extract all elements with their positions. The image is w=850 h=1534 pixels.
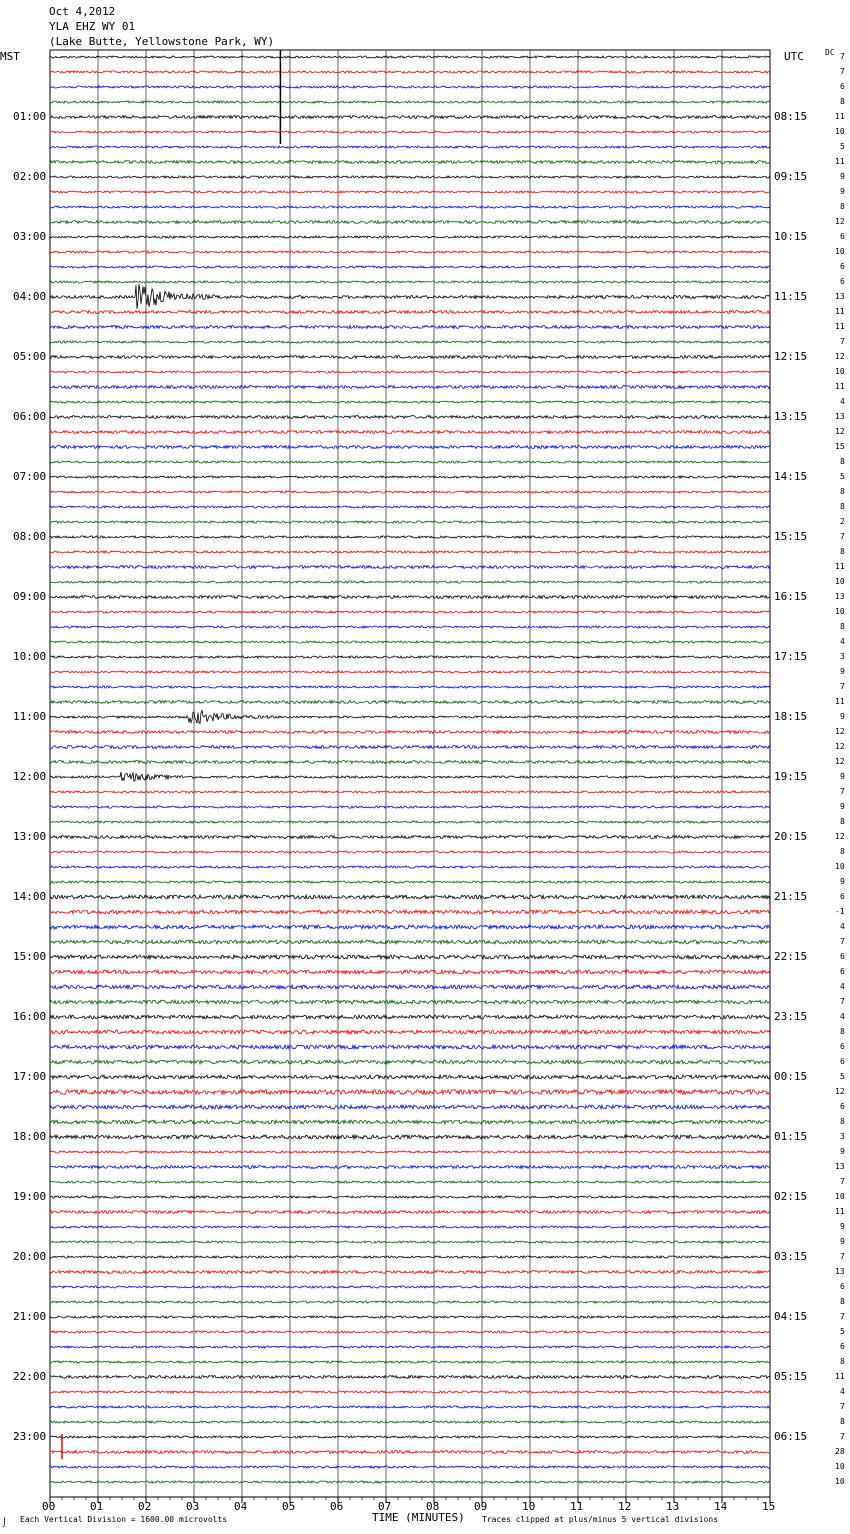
seismic-trace	[50, 1286, 770, 1288]
mst-hour-label: 08:00	[13, 530, 47, 543]
seismic-trace	[50, 416, 770, 419]
dc-offset-label: 4	[840, 922, 845, 931]
dc-offset-label: 7	[840, 52, 845, 61]
seismic-trace	[50, 955, 770, 959]
dc-offset-label: 10	[835, 127, 845, 136]
dc-offset-label: 11	[835, 697, 845, 706]
dc-offset-label: 8	[840, 817, 845, 826]
dc-offset-label: 10	[835, 367, 845, 376]
utc-hour-label: 11:15	[774, 290, 808, 303]
seismic-trace	[50, 176, 770, 178]
dc-offset-label: 13	[835, 1162, 845, 1171]
seismic-trace	[50, 491, 770, 493]
dc-offset-label: 7	[840, 67, 845, 76]
seismic-trace	[50, 925, 770, 929]
dc-offset-label: 7	[840, 937, 845, 946]
utc-hour-label: 18:15	[774, 710, 808, 723]
seismic-trace	[50, 146, 770, 148]
x-tick-label: 03	[186, 1500, 200, 1513]
dc-offset-label: 8	[840, 1027, 845, 1036]
seismic-trace	[50, 326, 770, 329]
dc-offset-label: 7	[840, 532, 845, 541]
dc-offset-label: 8	[840, 1297, 845, 1306]
seismic-trace	[50, 461, 770, 463]
seismic-trace	[50, 311, 770, 314]
seismic-trace	[50, 1075, 770, 1079]
dc-offset-label: 7	[840, 682, 845, 691]
dc-offset-label: 12	[835, 742, 845, 751]
seismic-trace	[50, 371, 770, 373]
dc-offset-label: 10	[835, 247, 845, 256]
utc-hour-label: 01:15	[774, 1130, 808, 1143]
seismic-trace	[50, 1331, 770, 1333]
dc-offset-label: 15	[835, 442, 845, 451]
seismic-trace	[50, 1181, 770, 1183]
mst-hour-label: 02:00	[13, 170, 47, 183]
seismic-trace	[50, 821, 770, 823]
seismic-trace	[50, 1451, 770, 1454]
utc-hour-label: 03:15	[774, 1250, 808, 1263]
seismic-trace	[50, 1421, 770, 1423]
dc-offset-label: 4	[840, 637, 845, 646]
dc-offset-label: 7	[840, 1432, 845, 1441]
dc-offset-label: 6	[840, 1102, 845, 1111]
seismic-trace	[50, 1376, 770, 1379]
seismic-trace	[50, 206, 770, 208]
dc-offset-label: 3	[840, 652, 845, 661]
utc-hour-label: 13:15	[774, 410, 808, 423]
dc-offset-label: 12	[835, 727, 845, 736]
x-tick-label: 05	[282, 1500, 296, 1513]
x-tick-label: 06	[330, 1500, 344, 1513]
seismic-trace	[50, 1030, 770, 1034]
dc-offset-label: 10	[835, 862, 845, 871]
mst-hour-label: 22:00	[13, 1370, 47, 1383]
dc-offset-label: 8	[840, 1117, 845, 1126]
seismic-trace	[50, 551, 770, 553]
mst-hour-label: 13:00	[13, 830, 47, 843]
x-tick-label: 09	[474, 1500, 488, 1513]
dc-offset-label: 11	[835, 307, 845, 316]
seismic-trace	[50, 1436, 770, 1438]
seismic-trace	[50, 281, 770, 283]
seismic-trace	[50, 970, 770, 974]
mst-hour-label: 07:00	[13, 470, 47, 483]
x-tick-label: 10	[522, 1500, 536, 1513]
dc-offset-label: 8	[840, 457, 845, 466]
x-tick-label: 14	[714, 1500, 728, 1513]
dc-offset-label: 13	[835, 412, 845, 421]
dc-offset-label: 10	[835, 607, 845, 616]
seismic-trace	[50, 431, 770, 434]
dc-offset-label: 9	[840, 802, 845, 811]
seismic-trace	[50, 56, 770, 58]
dc-offset-label: 11	[835, 112, 845, 121]
x-tick-label: 13	[666, 1500, 680, 1513]
seismic-trace	[50, 521, 770, 523]
utc-hour-label: 16:15	[774, 590, 808, 603]
dc-offset-label: 10	[835, 1462, 845, 1471]
seismic-trace	[50, 791, 770, 793]
dc-offset-label: 5	[840, 1327, 845, 1336]
seismic-trace	[50, 731, 770, 734]
seismic-trace	[50, 836, 770, 839]
dc-offset-header: DC	[825, 48, 835, 57]
dc-offset-label: 9	[840, 172, 845, 181]
mst-hour-label: 11:00	[13, 710, 47, 723]
dc-offset-label: 3	[840, 1132, 845, 1141]
mst-hour-label: 20:00	[13, 1250, 47, 1263]
dc-offset-label: 6	[840, 277, 845, 286]
dc-offset-label: 7	[840, 1252, 845, 1261]
seismic-trace	[50, 86, 770, 88]
seismic-trace	[50, 686, 770, 688]
seismic-trace	[50, 131, 770, 133]
utc-hour-label: 21:15	[774, 890, 808, 903]
mst-hour-label: 05:00	[13, 350, 47, 363]
seismic-trace	[50, 356, 770, 359]
seismic-trace	[50, 536, 770, 538]
seismic-trace	[50, 626, 770, 628]
seismic-trace	[50, 1000, 770, 1004]
seismic-trace	[50, 116, 770, 119]
x-tick-label: 08	[426, 1500, 440, 1513]
utc-hour-label: 19:15	[774, 770, 808, 783]
dc-offset-label: 8	[840, 1357, 845, 1366]
seismic-trace	[50, 671, 770, 673]
utc-hour-label: 05:15	[774, 1370, 808, 1383]
dc-offset-label: 8	[840, 202, 845, 211]
seismic-trace	[50, 251, 770, 253]
dc-offset-label: 9	[840, 712, 845, 721]
mst-hour-label: 12:00	[13, 770, 47, 783]
dc-offset-label: 9	[840, 187, 845, 196]
dc-offset-label: 12	[835, 757, 845, 766]
dc-offset-label: 8	[840, 97, 845, 106]
corner-mark: ⌡	[2, 1518, 7, 1527]
seismic-trace	[50, 581, 770, 583]
dc-offset-label: 13	[835, 1267, 845, 1276]
seismic-trace	[50, 1316, 770, 1318]
utc-hour-label: 17:15	[774, 650, 808, 663]
seismic-trace	[50, 1120, 770, 1124]
seismic-trace	[50, 1060, 770, 1064]
seismic-trace	[50, 236, 770, 238]
seismic-trace	[50, 386, 770, 389]
dc-offset-label: 5	[840, 142, 845, 151]
dc-offset-label: 9	[840, 877, 845, 886]
seismic-trace	[50, 641, 770, 643]
dc-offset-label: 8	[840, 1417, 845, 1426]
dc-offset-label: 11	[835, 322, 845, 331]
seismic-trace	[50, 1346, 770, 1348]
dc-offset-label: 4	[840, 1012, 845, 1021]
seismic-trace	[50, 266, 770, 268]
utc-hour-label: 09:15	[774, 170, 808, 183]
dc-offset-label: 8	[840, 622, 845, 631]
seismic-trace	[50, 1361, 770, 1363]
mst-hour-label: 09:00	[13, 590, 47, 603]
x-tick-label: 01	[90, 1500, 104, 1513]
x-tick-label: 12	[618, 1500, 632, 1513]
dc-offset-label: 4	[840, 982, 845, 991]
seismic-trace	[50, 71, 770, 73]
dc-offset-label: 8	[840, 502, 845, 511]
mst-hour-label: 23:00	[13, 1430, 47, 1443]
seismic-trace	[50, 1466, 770, 1468]
left-timezone-label: MST	[0, 50, 20, 63]
seismic-trace	[50, 1090, 770, 1095]
dc-offset-label: 4	[840, 397, 845, 406]
seismic-trace	[50, 446, 770, 449]
dc-offset-label: 6	[840, 952, 845, 961]
dc-offset-label: 6	[840, 82, 845, 91]
dc-offset-label: 6	[840, 892, 845, 901]
scale-note: Each Vertical Division = 1600.00 microvolts	[20, 1515, 228, 1524]
x-tick-label: 02	[138, 1500, 152, 1513]
dc-offset-label: 9	[840, 1237, 845, 1246]
x-tick-label: 15	[762, 1500, 776, 1513]
seismic-trace	[50, 881, 770, 883]
dc-offset-label: 11	[835, 562, 845, 571]
dc-offset-label: 10	[835, 577, 845, 586]
seismic-trace	[50, 746, 770, 749]
mst-hour-label: 15:00	[13, 950, 47, 963]
mst-hour-label: 17:00	[13, 1070, 47, 1083]
seismic-trace	[50, 1105, 770, 1109]
dc-offset-label: 6	[840, 1282, 845, 1291]
record-date: Oct 4,2012	[49, 5, 116, 18]
dc-offset-label: 6	[840, 1057, 845, 1066]
seismic-trace	[50, 401, 770, 403]
seismic-trace	[50, 341, 770, 343]
right-timezone-label: UTC	[784, 50, 804, 63]
seismic-trace	[50, 1391, 770, 1393]
seismic-trace	[50, 1135, 770, 1139]
mst-hour-label: 01:00	[13, 110, 47, 123]
seismic-trace	[50, 101, 770, 103]
x-tick-label: 04	[234, 1500, 248, 1513]
dc-offset-label: 9	[840, 1222, 845, 1231]
dc-offset-label: 9	[840, 1147, 845, 1156]
seismic-trace	[50, 1015, 770, 1019]
seismic-trace	[50, 806, 770, 808]
seismic-trace	[50, 656, 770, 658]
seismic-trace	[50, 1166, 770, 1169]
dc-offset-label: 8	[840, 847, 845, 856]
utc-hour-label: 14:15	[774, 470, 808, 483]
station-code: YLA EHZ WY 01	[49, 20, 136, 33]
seismic-trace	[50, 1045, 770, 1049]
x-tick-label: 11	[570, 1500, 584, 1513]
seismic-trace	[50, 476, 770, 478]
seismic-trace	[50, 711, 770, 724]
seismic-trace	[50, 866, 770, 868]
seismic-trace	[50, 1481, 770, 1483]
seismic-trace	[50, 910, 770, 914]
seismic-trace	[50, 895, 770, 899]
seismic-trace	[50, 940, 770, 944]
dc-offset-label: 2	[840, 517, 845, 526]
utc-hour-label: 10:15	[774, 230, 808, 243]
dc-offset-label: 6	[840, 967, 845, 976]
dc-offset-label: 7	[840, 787, 845, 796]
mst-hour-label: 19:00	[13, 1190, 47, 1203]
dc-offset-label: 9	[840, 772, 845, 781]
x-tick-label: 00	[42, 1500, 56, 1513]
station-location: (Lake Butte, Yellowstone Park, WY)	[49, 35, 275, 48]
seismic-trace	[50, 985, 770, 989]
seismic-trace	[50, 161, 770, 164]
seismic-trace	[50, 1151, 770, 1153]
seismic-trace	[50, 1211, 770, 1214]
dc-offset-label: 28	[835, 1447, 845, 1456]
dc-offset-label: 8	[840, 487, 845, 496]
dc-offset-label: 13	[835, 292, 845, 301]
utc-hour-label: 06:15	[774, 1430, 808, 1443]
seismic-trace	[50, 701, 770, 704]
dc-offset-label: 6	[840, 1342, 845, 1351]
x-tick-label: 07	[378, 1500, 392, 1513]
seismic-trace	[50, 1196, 770, 1198]
seismic-trace	[50, 284, 770, 309]
utc-hour-label: 20:15	[774, 830, 808, 843]
mst-hour-label: 16:00	[13, 1010, 47, 1023]
seismic-trace	[50, 761, 770, 764]
seismic-trace	[50, 611, 770, 613]
seismic-trace	[50, 1256, 770, 1258]
seismic-trace	[50, 1271, 770, 1274]
dc-offset-label: 5	[840, 1072, 845, 1081]
seismic-trace	[50, 596, 770, 599]
dc-offset-label: 4	[840, 1387, 845, 1396]
mst-hour-label: 03:00	[13, 230, 47, 243]
dc-offset-label: 11	[835, 382, 845, 391]
seismic-trace	[50, 506, 770, 508]
dc-offset-label: -1	[835, 907, 845, 916]
dc-offset-label: 12	[835, 352, 845, 361]
dc-offset-label: 12	[835, 427, 845, 436]
dc-offset-label: 7	[840, 337, 845, 346]
dc-offset-label: 7	[840, 997, 845, 1006]
dc-offset-label: 10	[835, 1477, 845, 1486]
dc-offset-label: 12	[835, 1087, 845, 1096]
utc-hour-label: 00:15	[774, 1070, 808, 1083]
seismic-trace	[50, 1226, 770, 1228]
mst-hour-label: 06:00	[13, 410, 47, 423]
utc-hour-label: 02:15	[774, 1190, 808, 1203]
dc-offset-label: 13	[835, 592, 845, 601]
utc-hour-label: 12:15	[774, 350, 808, 363]
dc-offset-label: 7	[840, 1402, 845, 1411]
utc-hour-label: 15:15	[774, 530, 808, 543]
seismic-trace	[50, 191, 770, 193]
mst-hour-label: 14:00	[13, 890, 47, 903]
dc-offset-label: 8	[840, 547, 845, 556]
dc-offset-label: 5	[840, 472, 845, 481]
seismic-trace	[50, 1241, 770, 1243]
seismic-trace	[50, 566, 770, 569]
dc-offset-label: 11	[835, 157, 845, 166]
dc-offset-label: 6	[840, 1042, 845, 1051]
seismic-trace	[50, 1406, 770, 1408]
dc-offset-label: 10	[835, 1192, 845, 1201]
dc-offset-label: 12	[835, 832, 845, 841]
seismic-trace	[50, 221, 770, 224]
utc-hour-label: 23:15	[774, 1010, 808, 1023]
clipping-note: Traces clipped at plus/minus 5 vertical divisions	[482, 1515, 719, 1524]
dc-offset-label: 7	[840, 1177, 845, 1186]
seismic-trace	[50, 851, 770, 853]
utc-hour-label: 04:15	[774, 1310, 808, 1323]
seismic-trace	[50, 772, 770, 781]
x-axis-title: TIME (MINUTES)	[372, 1511, 465, 1524]
dc-offset-label: 6	[840, 232, 845, 241]
mst-hour-label: 10:00	[13, 650, 47, 663]
dc-offset-label: 6	[840, 262, 845, 271]
dc-offset-label: 7	[840, 1312, 845, 1321]
dc-offset-label: 12	[835, 217, 845, 226]
utc-hour-label: 22:15	[774, 950, 808, 963]
dc-offset-label: 11	[835, 1207, 845, 1216]
seismic-trace	[50, 1301, 770, 1303]
mst-hour-label: 21:00	[13, 1310, 47, 1323]
dc-offset-label: 9	[840, 667, 845, 676]
mst-hour-label: 04:00	[13, 290, 47, 303]
mst-hour-label: 18:00	[13, 1130, 47, 1143]
utc-hour-label: 08:15	[774, 110, 808, 123]
dc-offset-label: 11	[835, 1372, 845, 1381]
